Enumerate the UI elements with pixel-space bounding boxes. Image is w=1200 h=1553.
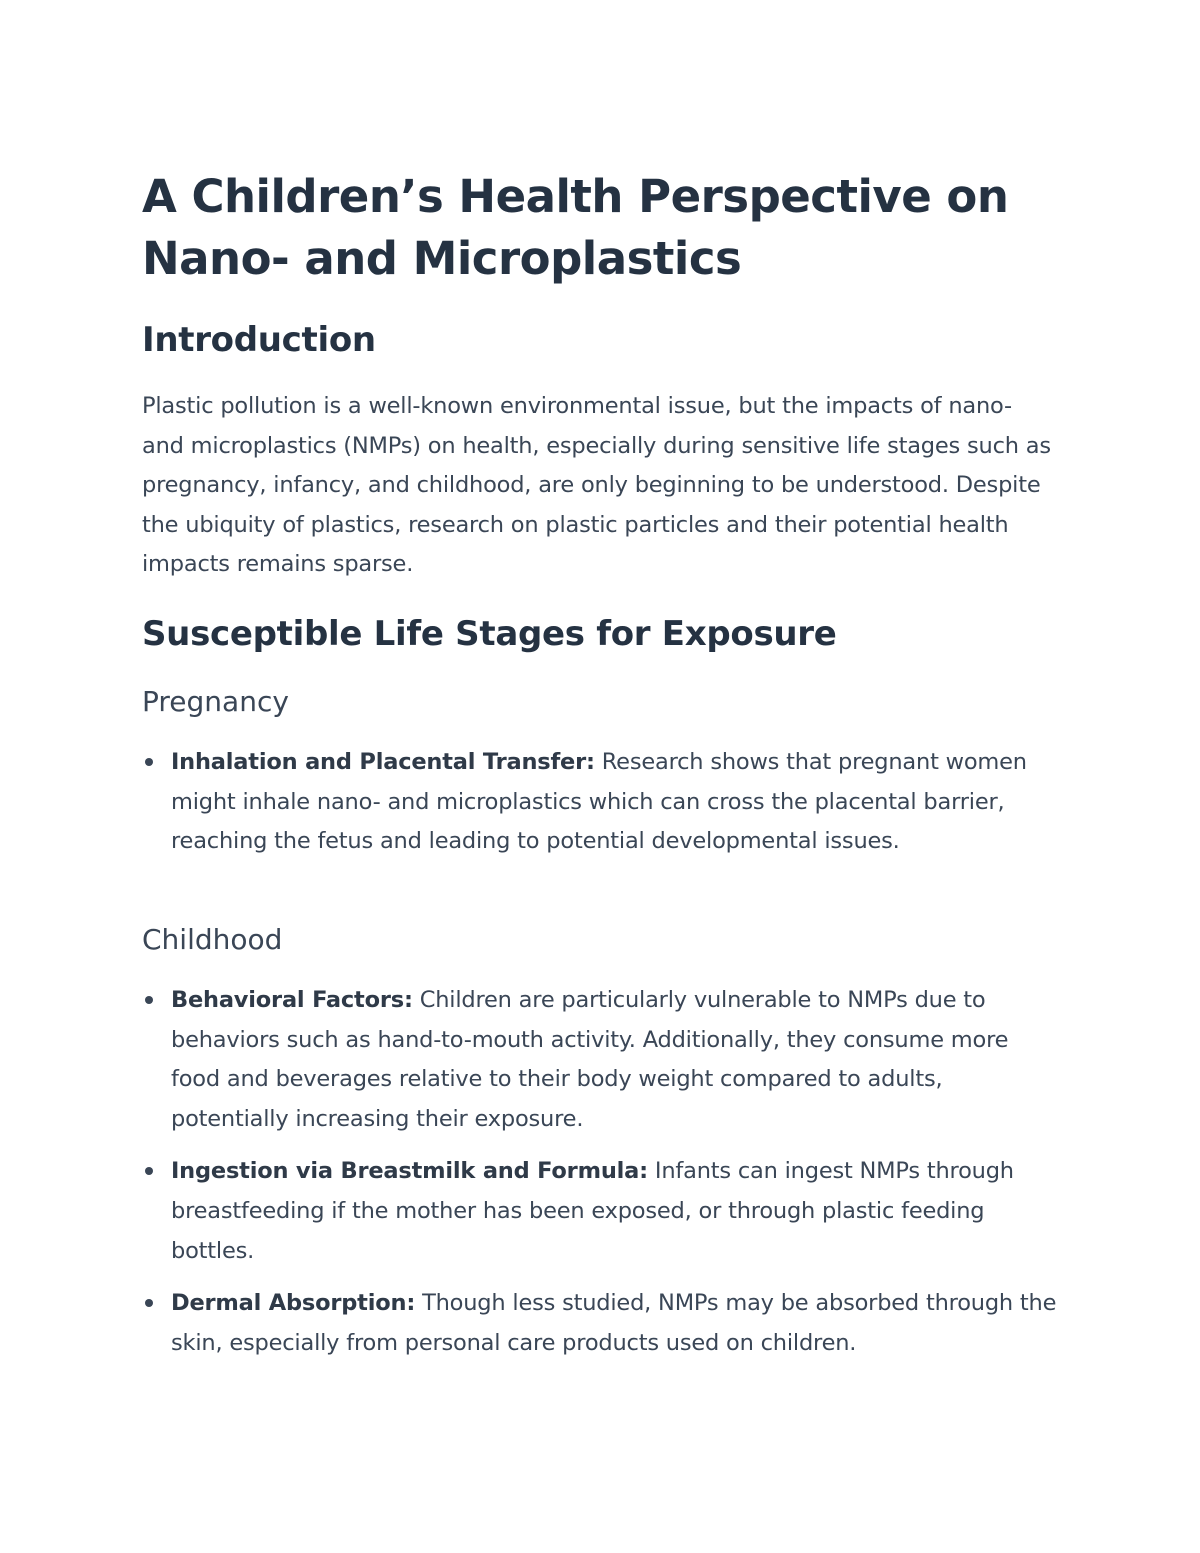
list-item-text: Though less studied, NMPs may be absorbed through the skin, especially from personal care products used on children. [171, 1290, 1057, 1356]
bullet-icon [145, 1167, 153, 1175]
list-item-text: Infants can ingest NMPs through breastfeeding if the mother has been exposed, or through plastic feeding bottles. [171, 1158, 1014, 1264]
list-item-term: Ingestion via Breastmilk and Formula: [171, 1158, 648, 1185]
list-item-term: Inhalation and Placental Transfer: [171, 749, 595, 775]
heading-introduction: Introduction [142, 320, 376, 360]
bullet-icon [145, 996, 153, 1004]
list-item [142, 1284, 1062, 1363]
list-item [142, 1152, 1062, 1271]
list-item-text: Children are particularly vulnerable to NMPs due to behaviors such as hand-to-mouth activity. Additionally, they consume more food and beverages relative to their body weight compared to adults, potentially increasing their exposure. [171, 987, 1009, 1132]
introduction-paragraph: Plastic pollution is a well-known environmental issue, but the impacts of nano- and microplastics (NMPs) on health, especially during sensitive life stages such as pregnancy, infancy, and childhood, are only beginning to be understood. Despite the ubiquity of plastics, research on plastic particles and their potential health impacts remains sparse. [142, 393, 1051, 578]
pregnancy-list [142, 743, 1062, 862]
heading-pregnancy: Pregnancy [142, 685, 289, 718]
list-item-text: Research shows that pregnant women might inhale nano- and microplastics which can cross the placental barrier, reaching the fetus and leading to potential developmental issues. [171, 749, 1027, 855]
heading-susceptible-life-stages: Susceptible Life Stages for Exposure [142, 614, 837, 654]
bullet-icon [145, 1299, 153, 1307]
heading-childhood: Childhood [142, 923, 283, 956]
list-item [142, 743, 1062, 862]
document-title: A Children’s Health Perspective on Nano- and Microplastics [142, 170, 1009, 285]
list-item-term: Dermal Absorption: [171, 1290, 416, 1317]
childhood-list [142, 981, 1062, 1363]
list-item-term: Behavioral Factors: [171, 987, 413, 1013]
list-item [142, 981, 1062, 1139]
bullet-icon [145, 758, 153, 766]
